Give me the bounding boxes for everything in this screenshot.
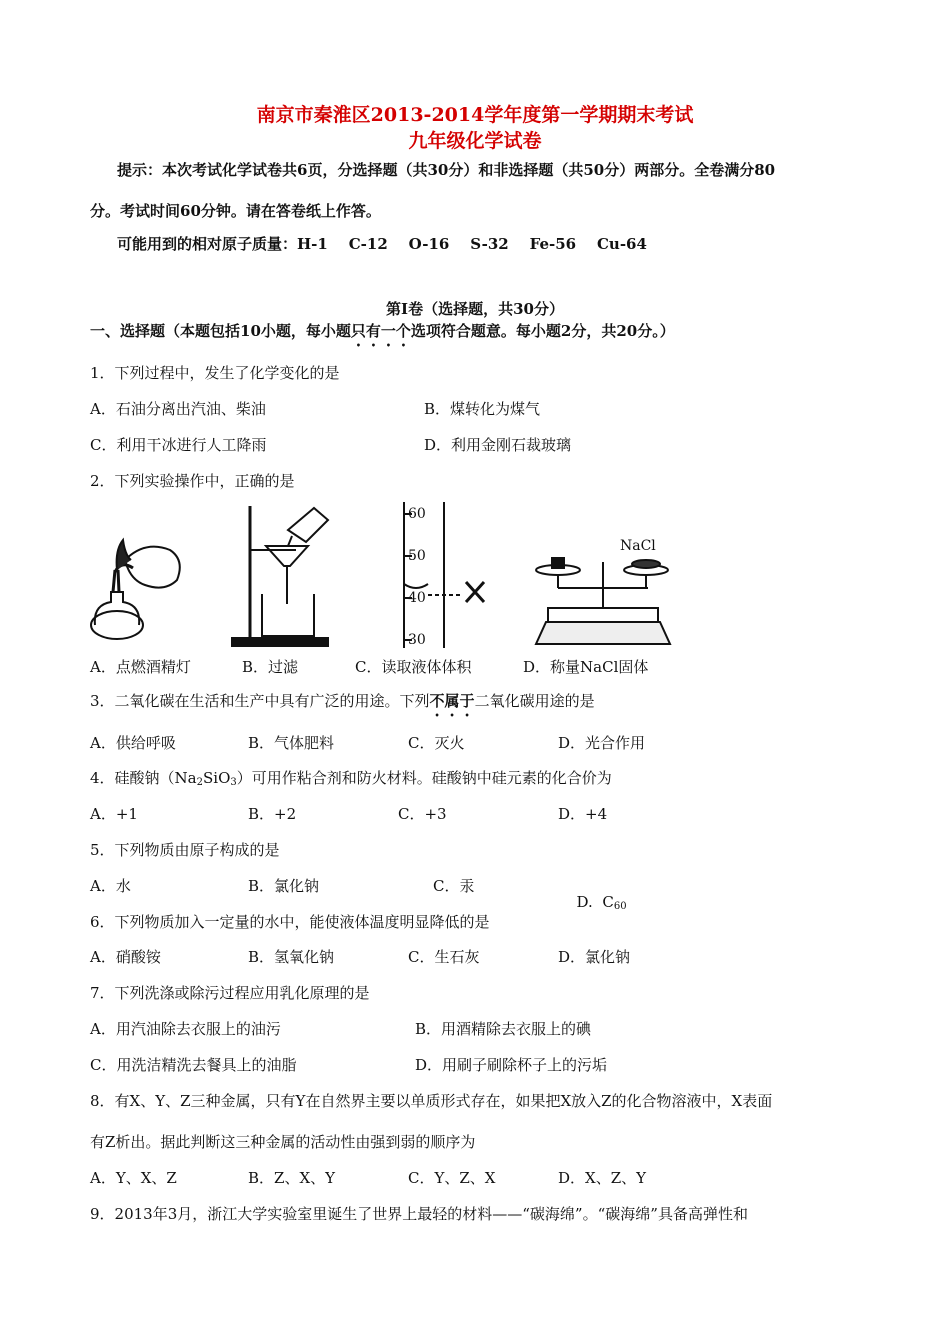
q3-stem-post: 二氧化碳用途的是 <box>474 692 595 710</box>
exam-title: 南京市秦淮区2013-2014学年度第一学期期末考试 <box>256 104 694 126</box>
q6-option-d: D．氯化钠 <box>558 948 631 966</box>
exam-subtitle: 九年级化学试卷 <box>408 130 542 152</box>
q2-stem: 2．下列实验操作中，正确的是 <box>90 472 295 490</box>
q2-option-d: D．称量NaCl固体 <box>523 658 649 676</box>
q1-stem: 1．下列过程中，发生了化学变化的是 <box>90 364 340 382</box>
q3-option-a: A．供给呼吸 <box>90 734 176 752</box>
q7-option-d: D．用刷子刷除杯子上的污垢 <box>415 1056 608 1074</box>
q4-option-b: B．+2 <box>248 805 297 823</box>
q6-option-a: A．硝酸铵 <box>90 948 161 966</box>
cylinder-tick-50: 50 <box>408 548 426 564</box>
q4-stem-pre: 4．硅酸钠（Na <box>90 769 197 787</box>
q8-option-b: B．Z、X、Y <box>248 1169 336 1187</box>
q5-option-d <box>567 875 627 912</box>
q6-stem: 6．下列物质加入一定量的水中，能使液体温度明显降低的是 <box>90 913 490 931</box>
q3-option-d: D．光合作用 <box>558 734 646 752</box>
q7-option-c: C．用洗洁精洗去餐具上的油脂 <box>90 1056 297 1074</box>
atomic-masses: 可能用到的相对原子质量：H-1 C-12 O-16 S-32 Fe-56 Cu-64 <box>117 235 647 253</box>
q5-option-b: B．氯化钠 <box>248 877 320 895</box>
q8-option-a: A．Y、X、Z <box>90 1169 177 1187</box>
figure-alcohol-lamp <box>85 530 190 650</box>
section-heading <box>90 320 675 350</box>
q7-stem: 7．下列洗涤或除污过程应用乳化原理的是 <box>90 984 370 1002</box>
q1-option-d: D．利用金刚石裁玻璃 <box>424 436 572 454</box>
section-heading-pre: 一、选择题（本题包括10小题，每小题 <box>90 322 351 340</box>
q3-stem-emph: 不属于 <box>429 692 475 710</box>
intro-line-2: 分。考试时间60分钟。请在答卷纸上作答。 <box>90 202 381 220</box>
q4-option-d: D．+4 <box>558 805 608 823</box>
balance-label-nacl: NaCl <box>620 538 656 554</box>
q5-option-c: C．汞 <box>433 877 475 895</box>
part1-heading: 第Ⅰ卷（选择题，共30分） <box>386 300 564 318</box>
q2-option-b: B．过滤 <box>242 658 299 676</box>
section-heading-post: 选项符合题意。每小题2分，共20分。） <box>410 322 675 340</box>
q4-sub-1: 2 <box>196 777 203 788</box>
figure-filtration <box>228 502 338 648</box>
q3-stem <box>90 690 595 720</box>
cylinder-tick-30: 30 <box>408 632 426 648</box>
q4-sub-2: 3 <box>230 777 237 788</box>
q9-stem-line-1: 9．2013年3月，浙江大学实验室里诞生了世界上最轻的材料——“碳海绵”。“碳海绵”具备高弹性和 <box>90 1205 748 1223</box>
figure-measuring-cylinder <box>384 502 504 648</box>
q1-option-a: A．石油分离出汽油、柴油 <box>90 400 266 418</box>
q8-option-d: D．X、Z、Y <box>558 1169 647 1187</box>
q8-stem-line-1: 8．有X、Y、Z三种金属，只有Y在自然界主要以单质形式存在，如果把X放入Z的化合物溶液中，X表面 <box>90 1092 773 1110</box>
q2-option-a: A．点燃酒精灯 <box>90 658 191 676</box>
q2-option-c: C．读取液体体积 <box>355 658 472 676</box>
section-heading-emph: 只有一个 <box>350 322 411 340</box>
q1-option-b: B．煤转化为煤气 <box>424 400 541 418</box>
q4-stem-post: ）可用作粘合剂和防火材料。硅酸钠中硅元素的化合价为 <box>236 769 612 787</box>
q5-option-d-text: D. C <box>576 893 614 911</box>
q8-stem-line-2: 有Z析出。据此判断这三种金属的活动性由强到弱的顺序为 <box>90 1133 476 1151</box>
q5-stem: 5．下列物质由原子构成的是 <box>90 841 280 859</box>
q6-option-b: B．氢氧化钠 <box>248 948 335 966</box>
figure-balance <box>528 548 678 650</box>
q7-option-a: A．用汽油除去衣服上的油污 <box>90 1020 281 1038</box>
q3-stem-pre: 3．二氧化碳在生活和生产中具有广泛的用途。下列 <box>90 692 430 710</box>
q4-stem <box>90 767 612 788</box>
q3-option-c: C．灭火 <box>408 734 465 752</box>
q5-option-a: A．水 <box>90 877 131 895</box>
q4-option-a: A．+1 <box>90 805 138 823</box>
q8-option-c: C．Y、Z、X <box>408 1169 496 1187</box>
cylinder-tick-60: 60 <box>408 506 426 522</box>
q7-option-b: B．用酒精除去衣服上的碘 <box>415 1020 592 1038</box>
q5-option-d-sub: 60 <box>613 901 627 912</box>
intro-line-1: 提示：本次考试化学试卷共6页，分选择题（共30分）和非选择题（共50分）两部分。全卷满分80 <box>117 161 776 179</box>
q4-option-c: C．+3 <box>398 805 447 823</box>
q1-option-c: C．利用干冰进行人工降雨 <box>90 436 267 454</box>
q3-option-b: B．气体肥料 <box>248 734 335 752</box>
q6-option-c: C．生石灰 <box>408 948 480 966</box>
q4-stem-mid: SiO <box>203 769 231 787</box>
cylinder-tick-40: 40 <box>408 590 426 606</box>
